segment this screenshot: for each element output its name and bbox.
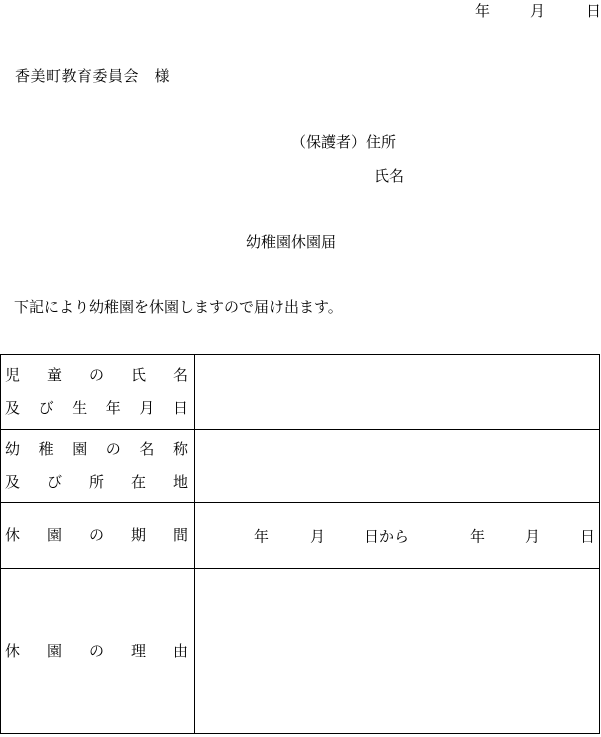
period-start-month: 月 [310,527,326,545]
label-char: 園 [46,641,62,660]
label-char: 期 [130,526,146,544]
label-char: 園 [46,526,62,544]
application-form-table [0,354,600,734]
period-row [1,503,600,569]
child-name-field[interactable] [195,355,600,430]
guardian-address-label: （保護者）住所 [291,133,397,151]
period-field[interactable] [195,503,600,569]
label-char: 月 [139,399,155,417]
label-char: 童 [46,366,62,384]
label-char: 称 [172,440,188,458]
label-char: 名 [139,440,155,458]
period-end-year: 年 [470,527,486,545]
label-char: 稚 [38,440,54,458]
date-year: 年 [475,2,491,20]
label-char: 休 [5,641,21,660]
period-start-year: 年 [254,527,270,545]
label-char: 理 [130,641,146,660]
label-char: の [88,366,104,384]
period-start-day: 日から [364,527,410,545]
label-char: 休 [5,526,21,544]
date-month: 月 [530,2,546,20]
period-label [1,519,194,552]
label-char: 所 [88,473,104,491]
kindergarten-label-line1 [1,433,194,466]
label-char: 地 [172,473,188,491]
kindergarten-label-line2 [1,466,194,499]
kindergarten-name-field[interactable] [195,430,600,503]
label-char: 園 [72,440,88,458]
label-char: 生 [72,399,88,417]
reason-row [1,569,600,734]
label-char: の [88,641,104,660]
guardian-name-label: 氏名 [374,167,405,185]
label-char: 児 [5,366,21,384]
period-label-cell [1,503,195,569]
label-char: 及 [5,399,21,417]
label-char: び [46,473,62,491]
label-char: 氏 [130,366,146,384]
reason-label [1,635,194,668]
kindergarten-label-cell [1,430,195,503]
child-label-line1 [1,359,194,392]
label-char: 及 [5,473,21,491]
child-label-cell [1,355,195,430]
reason-field[interactable] [195,569,600,734]
date-day: 日 [586,2,601,20]
child-row [1,355,600,430]
label-char: 由 [172,641,188,660]
label-char: の [105,440,121,458]
label-char: の [88,526,104,544]
child-label-line2 [1,392,194,425]
label-char: 日 [172,399,188,417]
kindergarten-row [1,430,600,503]
period-end-day: 日 [580,527,596,545]
label-char: 間 [172,526,188,544]
label-char: 年 [105,399,121,417]
label-char: 在 [130,473,146,491]
document-title: 幼稚園休園届 [246,233,337,251]
addressee: 香美町教育委員会 様 [15,67,171,85]
period-end-month: 月 [525,527,541,545]
label-char: 名 [172,366,188,384]
label-char: 幼 [5,440,21,458]
label-char: び [38,399,54,417]
reason-label-cell [1,569,195,734]
statement: 下記により幼稚園を休園しますので届け出ます。 [14,298,343,316]
